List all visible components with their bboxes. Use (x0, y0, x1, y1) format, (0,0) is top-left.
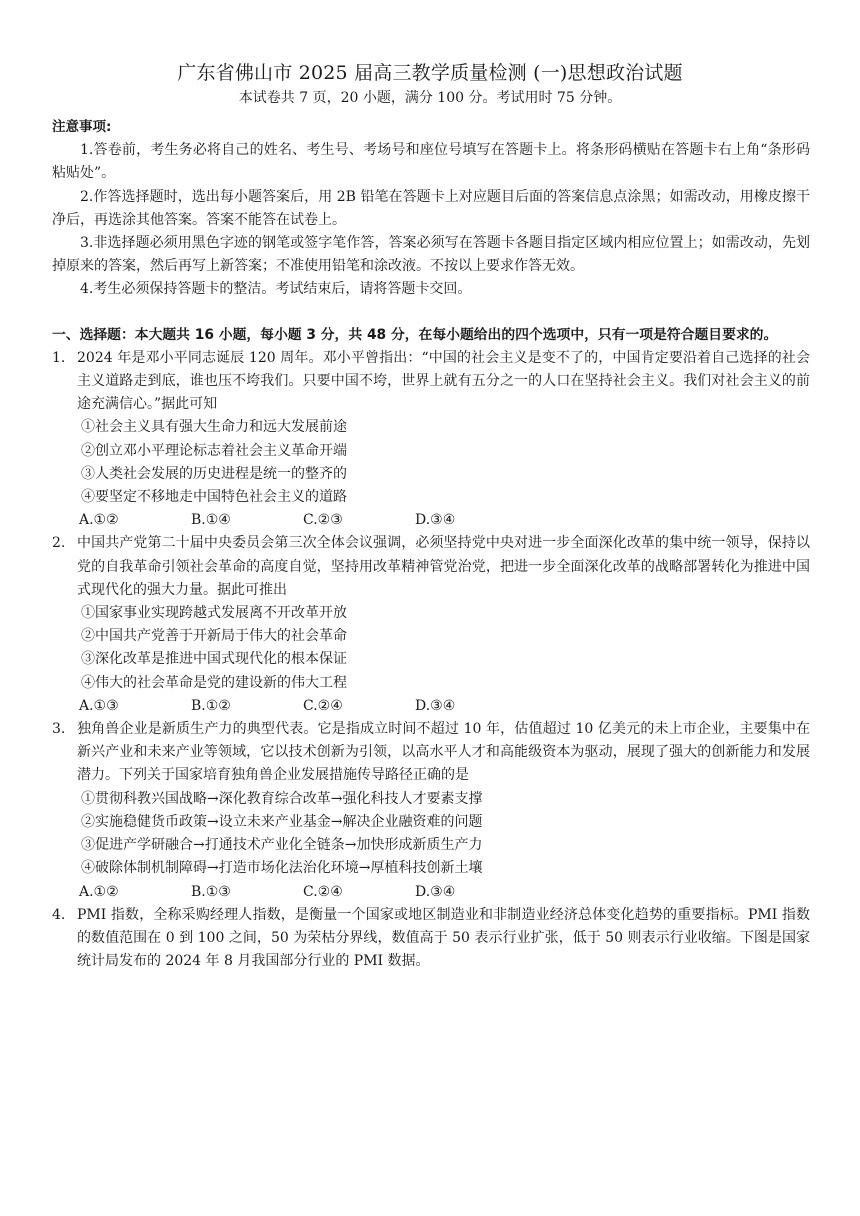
exam-content (52, 116, 810, 973)
statement: ①贯彻科教兴国战略→深化教育综合改革→强化科技人才要素支撑 (81, 790, 483, 807)
option-a: A.①② (79, 512, 119, 529)
option-d: D.③④ (415, 512, 456, 529)
exam-title: 广东省佛山市 2025 届高三教学质量检测 (一)思想政治试题 (177, 62, 683, 84)
statement: ②实施稳健货币政策→设立未来产业基金→解决企业融资难的问题 (81, 813, 483, 830)
statement: ③促进产学研融合→打通技术产业化全链条→加快形成新质生产力 (81, 837, 483, 854)
question-4 (52, 904, 810, 974)
question-stem: 2024 年是邓小平同志诞辰 120 周年。邓小平曾指出：“中国的社会主义是变不了的，中国肯定要沿着自己选择的社会主义道路走到底，谁也压不垮我们。只要中国不垮，世界上就有五分之一的人口在坚持社会主义。我们对社会主义的前途充满信心。”据此可知 (77, 349, 810, 413)
statement: ②中国共产党善于开新局于伟大的社会革命 (81, 628, 347, 645)
option-c: C.②③ (303, 512, 343, 529)
question-3 (52, 718, 810, 904)
option-a: A.①② (79, 883, 119, 900)
notice-item: 1.答卷前，考生务必将自己的姓名、考生号、考场号和座位号填写在答题卡上。将条形码横贴在答题卡右上角“条形码粘贴处”。 (52, 142, 810, 182)
notice-heading: 注意事项: (52, 119, 112, 135)
question-number: 1. (52, 349, 66, 366)
question-1 (52, 347, 810, 533)
question-stem: 独角兽企业是新质生产力的典型代表。它是指成立时间不超过 10 年，估值超过 10 亿美元的未上市企业，主要集中在新兴产业和未来产业等领域，它以技术创新为引领，以高水平人才和高能级资本为驱动，展现了强大的创新能力和发展潜力。下列关于国家培育独角兽企业发展措施传导路径正确的是 (77, 721, 810, 784)
option-d: D.③④ (415, 883, 456, 900)
answer-options (77, 509, 810, 532)
section-heading: 一、选择题：本大题共 16 小题，每小题 3 分，共 48 分，在每小题给出的四个选项中，只有一项是符合题目要求的。 (52, 326, 778, 343)
answer-options (77, 881, 810, 904)
exam-subtitle: 本试卷共 7 页，20 小题，满分 100 分。考试用时 75 分钟。 (238, 90, 622, 106)
option-d: D.③④ (415, 697, 456, 714)
notice-item: 4.考生必须保持答题卡的整洁。考试结束后，请将答题卡交回。 (80, 281, 472, 298)
statement: ①社会主义具有强大生命力和远大发展前途 (81, 419, 347, 436)
option-b: B.①④ (191, 512, 231, 529)
statement: ④伟大的社会革命是党的建设新的伟大工程 (81, 674, 347, 691)
option-a: A.①③ (79, 697, 119, 714)
option-b: B.①③ (191, 883, 231, 900)
question-2 (52, 532, 810, 718)
question-stem: PMI 指数，全称采购经理人指数，是衡量一个国家或地区制造业和非制造业经济总体变化趋势的重要指标。PMI 指数的数值范围在 0 到 100 之间，50 为荣枯分界线，数值高于 50 表示行业扩张，低于 50 则表示行业收缩。下图是国家统计局发布的 2024 年 8 月我国部分行业的 PMI 数据。 (77, 906, 810, 970)
question-number: 4. (52, 906, 66, 923)
question-number: 3. (52, 721, 66, 738)
statement: ④要坚定不移地走中国特色社会主义的道路 (81, 489, 347, 506)
answer-options (77, 695, 810, 718)
option-c: C.②④ (303, 697, 343, 714)
statement: ③人类社会发展的历史进程是统一的整齐的 (81, 465, 347, 482)
notice-item: 2.作答选择题时，选出每小题答案后，用 2B 铅笔在答题卡上对应题目后面的答案信息点涂黑；如需改动，用橡皮擦干净后，再选涂其他答案。答案不能答在试卷上。 (52, 188, 810, 228)
statement: ④破除体制机制障碍→打造市场化法治化环境→厚植科技创新土壤 (81, 860, 483, 877)
option-b: B.①② (191, 697, 231, 714)
question-number: 2. (52, 535, 66, 552)
statement: ③深化改革是推进中国式现代化的根本保证 (81, 651, 347, 668)
statement: ①国家事业实现跨越式发展离不开改革开放 (81, 605, 347, 622)
question-stem: 中国共产党第二十届中央委员会第三次全体会议强调，必须坚持党中央对进一步全面深化改革的集中统一领导，保持以党的自我革命引领社会革命的高度自觉，坚持用改革精神管党治党，把进一步全面深化改革的战略部署转化为推进中国式现代化的强大力量。据此可推出 (77, 535, 810, 598)
statement: ②创立邓小平理论标志着社会主义革命开端 (81, 442, 347, 459)
notice-item: 3.非选择题必须用黑色字迹的钢笔或签字笔作答，答案必须写在答题卡各题目指定区域内相应位置上；如需改动，先划掉原来的答案，然后再写上新答案；不准使用铅笔和涂改液。不按以上要求作答无效。 (52, 235, 810, 275)
option-c: C.②④ (303, 883, 343, 900)
